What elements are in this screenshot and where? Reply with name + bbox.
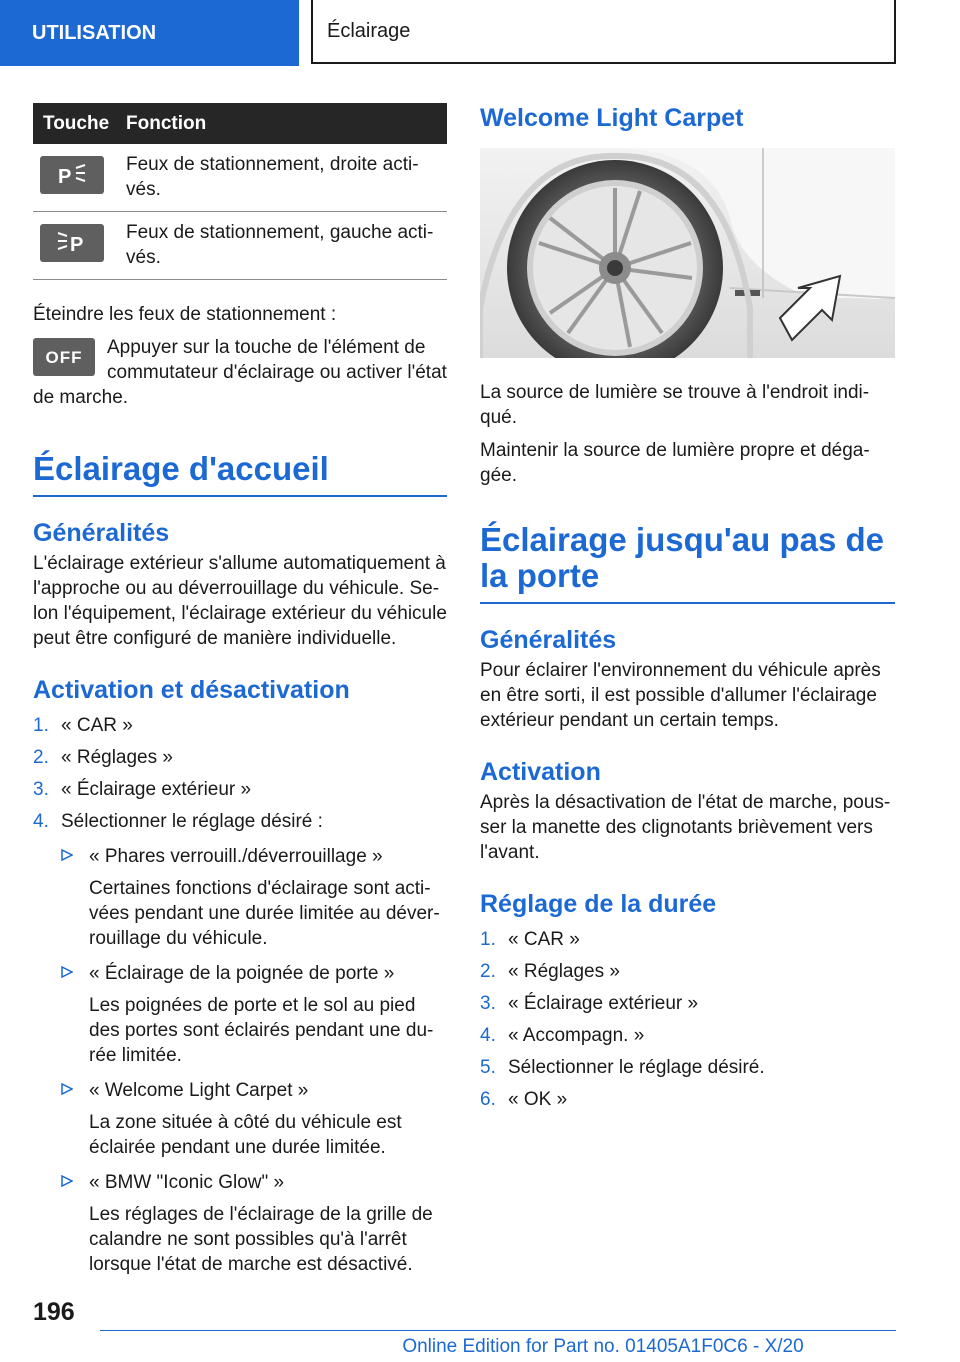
- subtitle-duration: Réglage de la durée: [480, 890, 717, 918]
- key-function-table: [33, 103, 447, 280]
- chapter-title: Éclairage: [311, 0, 896, 64]
- table-row: [33, 212, 447, 280]
- list-item: 6. « OK »: [480, 1089, 568, 1110]
- svg-text:P: P: [70, 234, 84, 256]
- list-item: 4. « Accompagn. »: [480, 1025, 645, 1046]
- subtitle-activation: Activation et désactivation: [33, 676, 350, 704]
- list-item: 1. « CAR »: [33, 715, 133, 736]
- table-header-function: Fonction: [126, 103, 447, 144]
- footer-divider: [100, 1330, 896, 1331]
- option-item: « BMW "Iconic Glow" » Les réglages de l'éclairage de la grille de calandre ne sont possibles qu'à l'arrêt lorsque l'état de marche est désactivé.: [61, 1170, 447, 1277]
- parking-light-left-icon: [40, 224, 104, 262]
- list-item: 3. « Éclairage extérieur »: [480, 993, 699, 1014]
- list-item: 2. « Réglages »: [480, 961, 620, 982]
- list-item: 3. « Éclairage extérieur »: [33, 779, 252, 800]
- subtitle-welcome-light-carpet: Welcome Light Carpet: [480, 104, 744, 132]
- list-item: 5. Sélectionner le réglage désiré.: [480, 1057, 765, 1078]
- list-item: 4. Sélectionner le réglage désiré : « Phares verrouill./déverrouillage » Certaines fonctions d'éclairage sont acti-vées pendant une durée limitée au déver-rouillage du véhicule. « Éclairage de la poignée de porte » Les poignées de porte et le sol au pied des portes sont éclairés pendant une du-rée limitée. « Welcome Light Carpet » La zone située à côté du véhicule est éclairée pendant une durée limitée. « BMW "Iconic Glow" » Les réglages de l'éclairage de la grille de calandre ne sont possibles qu'à l'arrêt lorsque l'état de marche est désactivé.: [33, 809, 447, 1277]
- section-title-doorstep: Éclairage jusqu'au pas de la porte: [480, 522, 895, 604]
- list-item: 2. « Réglages »: [33, 747, 173, 768]
- svg-text:P: P: [58, 166, 72, 188]
- duration-steps: [480, 927, 895, 1112]
- table-row: [33, 144, 447, 212]
- car-wheel-illustration: [480, 148, 895, 358]
- triangle-bullet-icon: [61, 966, 73, 978]
- left-column: [33, 103, 447, 1287]
- option-list: [61, 844, 447, 1277]
- carpet-text-1: La source de lumière se trouve à l'endroit indi-qué.: [480, 382, 870, 428]
- triangle-bullet-icon: [61, 849, 73, 861]
- subtitle-activation: Activation: [480, 758, 601, 786]
- off-button-icon: OFF: [33, 338, 95, 376]
- doorstep-general-text: Pour éclairer l'environnement du véhicule après en être sorti, il est possible d'allumer l'éclairage extérieur pendant un certain temps.: [480, 660, 881, 731]
- carpet-text-2: Maintenir la source de lumière propre et déga-gée.: [480, 440, 870, 486]
- switch-off-intro: Éteindre les feux de stationnement :: [33, 304, 337, 325]
- switch-off-instruction: [33, 335, 447, 410]
- edition-link[interactable]: Online Edition for Part no. 01405A1F0C6 - X/20: [402, 1336, 804, 1357]
- option-item: « Éclairage de la poignée de porte » Les poignées de porte et le sol au pied des portes sont éclairés pendant une du-rée limitée.: [61, 961, 447, 1068]
- section-tab: UTILISATION: [0, 0, 299, 66]
- triangle-bullet-icon: [61, 1175, 73, 1187]
- doorstep-activation-text: Après la désactivation de l'état de marche, pous-ser la manette des clignotants brièvement vers l'avant.: [480, 792, 891, 863]
- general-text: L'éclairage extérieur s'allume automatiquement à l'approche ou au déverrouillage du véhicule. Se-lon l'équipement, l'éclairage extérieur du véhicule peut être configuré de manière individuelle.: [33, 553, 447, 649]
- function-text: Feux de stationnement, gauche acti-vés.: [126, 212, 447, 280]
- switch-off-text: Appuyer sur la touche de l'élément de commutateur d'éclairage ou activer l'état de marche.: [33, 337, 447, 408]
- subtitle-general: Généralités: [480, 626, 617, 654]
- section-title-welcome-light: Éclairage d'accueil: [33, 451, 447, 497]
- page-number: 196: [33, 1298, 75, 1326]
- function-text: Feux de stationnement, droite acti-vés.: [126, 144, 447, 212]
- option-item: « Phares verrouill./déverrouillage » Certaines fonctions d'éclairage sont acti-vées pendant une durée limitée au déver-rouillage du véhicule.: [61, 844, 447, 951]
- right-column: [480, 103, 895, 1119]
- option-item: « Welcome Light Carpet » La zone située à côté du véhicule est éclairée pendant une durée limitée.: [61, 1078, 447, 1160]
- triangle-bullet-icon: [61, 1083, 73, 1095]
- activation-steps: [33, 713, 447, 1277]
- parking-light-right-icon: [40, 156, 104, 194]
- table-header-key: Touche: [33, 103, 126, 144]
- list-item: 1. « CAR »: [480, 929, 580, 950]
- subtitle-general: Généralités: [33, 519, 170, 547]
